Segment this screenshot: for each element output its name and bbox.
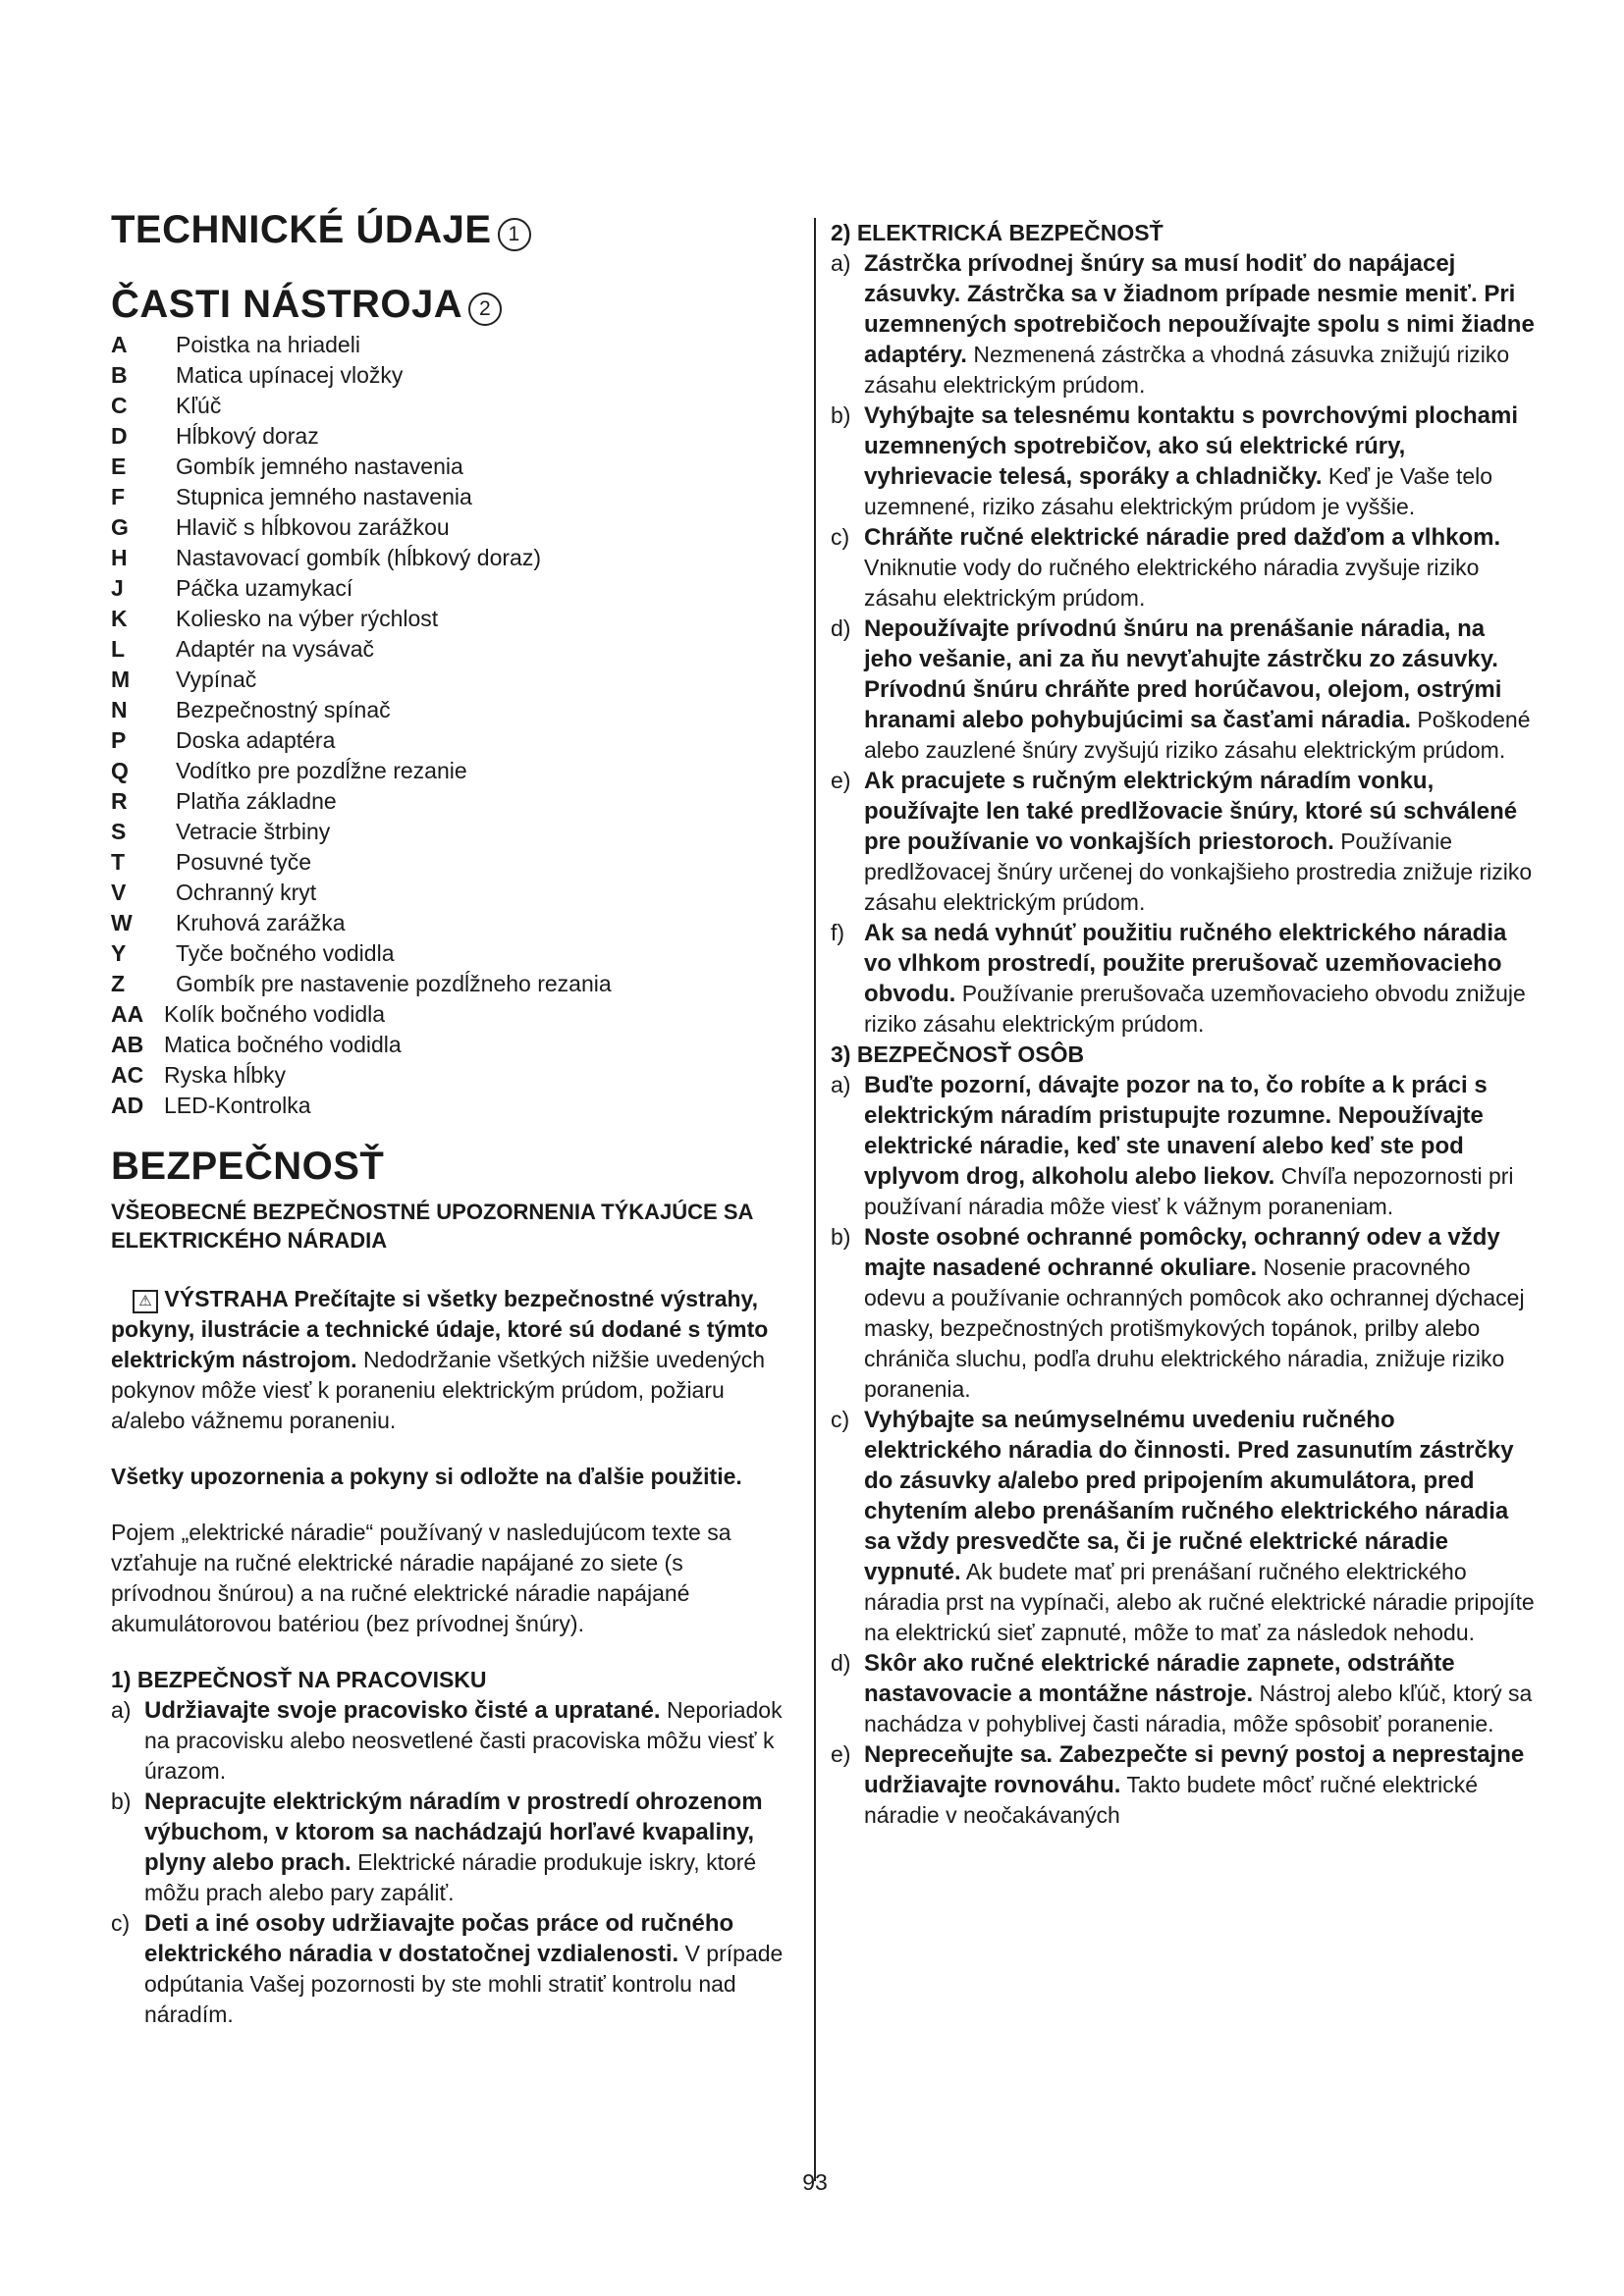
- part-label: Kolík bočného vodidla: [164, 1001, 386, 1027]
- part-code: B: [111, 362, 128, 388]
- part-label: LED-Kontrolka: [164, 1093, 311, 1118]
- item-bold: Udržiavajte svoje pracovisko čisté a upratané.: [144, 1697, 661, 1724]
- item-letter: e): [831, 768, 851, 793]
- part-label: Kruhová zarážka: [176, 910, 346, 935]
- item-bold: Ak pracujete s ručným elektrickým náradím vonku, používajte len také predlžovacie šnúry, ktoré sú schválené pre používanie vo vonkajších priestoroch.: [864, 768, 1518, 855]
- item-bold: Noste osobné ochranné pomôcky, ochranný odev a vždy majte nasadené ochranné okuliare.: [864, 1224, 1500, 1281]
- part-row: [111, 452, 788, 482]
- part-row: [111, 482, 788, 512]
- item-body: [864, 248, 1538, 400]
- item-bold: Buďte pozorní, dávajte pozor na to, čo robíte a k práci s elektrickým náradím pristupujte rozumne. Nepoužívajte elektrické náradie, keď ste unavení alebo keď ste pod vplyvom drog, alkoholu alebo liekov.: [864, 1072, 1488, 1190]
- part-code: R: [111, 788, 128, 814]
- part-code: AC: [111, 1062, 144, 1088]
- part-row: [111, 1091, 788, 1121]
- part-row: [111, 665, 788, 695]
- parts-list: [111, 330, 788, 1121]
- part-row: [111, 634, 788, 665]
- item-letter: e): [831, 1741, 851, 1767]
- keep-instructions-note: Všetky upozornenia a pokyny si odložte na ďalšie použitie.: [111, 1464, 742, 1489]
- item-bold: Nepreceňujte sa. Zabezpečte si pevný postoj a neprestajne udržiavajte rovnováhu.: [864, 1741, 1525, 1798]
- figure-ref-1: 1: [498, 218, 531, 251]
- part-code: AB: [111, 1032, 144, 1057]
- part-label: Gombík pre nastavenie pozdĺžneho rezania: [176, 971, 612, 996]
- part-row: [111, 938, 788, 969]
- part-code: C: [111, 393, 128, 418]
- part-code: F: [111, 484, 126, 509]
- part-label: Vodítko pre pozdĺžne rezanie: [176, 758, 467, 783]
- item-normal: Nástroj alebo kľúč, ktorý sa nachádza v pohyblivej časti náradia, môže spôsobiť poranenie.: [864, 1681, 1533, 1736]
- part-label: Kľúč: [176, 393, 222, 418]
- part-row: [111, 908, 788, 938]
- section-heading: 1) BEZPEČNOSŤ NA PRACOVISKU: [111, 1667, 487, 1692]
- safety-item: [111, 1695, 788, 1787]
- item-normal: Nosenie pracovného odevu a používanie ochranných pomôcok ako ochrannej dýchacej masky, bezpečnostných protišmykových topánok, prilby alebo chrániča sluchu, podľa druhu elektrického náradia, znižuje riziko poranenia.: [864, 1255, 1525, 1402]
- safety-item: [831, 400, 1538, 522]
- item-bold: Vyhýbajte sa neúmyselnému uvedeniu ručného elektrického náradia do činnosti. Pred zasunutím zástrčky do zásuvky a/alebo pred pripojením akumulátora, pred chytením alebo prenášaním ručného elektrického náradia sa vždy presvedčte sa, či je ručné elektrické náradie vypnuté.: [864, 1407, 1514, 1585]
- part-code: Y: [111, 940, 127, 966]
- item-letter: a): [831, 1072, 851, 1097]
- item-normal: Používanie predlžovacej šnúry určenej do vonkajšieho prostredia znižuje riziko zásahu elektrickým prúdom.: [864, 828, 1533, 915]
- part-row: [111, 786, 788, 817]
- item-normal: Vniknutie vody do ručného elektrického náradia zvyšuje riziko zásahu elektrickým prúdom.: [864, 555, 1480, 611]
- item-bold: Nepoužívajte prívodnú šnúru na prenášanie náradia, na jeho vešanie, ani za ňu nevyťahujte zástrčku zo zásuvky. Prívodnú šnúru chráňte pred horúčavou, olejom, ostrými hranami alebo pohybujúcimi sa časťami náradia.: [864, 615, 1502, 733]
- parts-heading-text: ČASTI NÁSTROJA: [111, 283, 463, 326]
- part-label: Adaptér na vysávač: [176, 636, 375, 662]
- part-label: Doska adaptéra: [176, 727, 336, 753]
- part-row: [111, 1060, 788, 1091]
- part-row: [111, 878, 788, 908]
- item-bold: Zástrčka prívodnej šnúry sa musí hodiť do napájacej zásuvky. Zástrčka sa v žiadnom prípade nesmie meniť. Pri uzemnených spotrebičoch nepoužívajte spolu s nimi žiadne adaptéry.: [864, 250, 1535, 368]
- part-code: Z: [111, 971, 126, 996]
- part-label: Hlavič s hĺbkovou zarážkou: [176, 514, 450, 540]
- part-code: E: [111, 454, 127, 479]
- figure-ref-2: 2: [468, 293, 502, 326]
- part-row: [111, 360, 788, 391]
- part-label: Platňa základne: [176, 788, 337, 814]
- item-normal: Keď je Vaše telo uzemnené, riziko zásahu elektrickým prúdom je vyššie.: [864, 463, 1493, 519]
- part-label: Matica upínacej vložky: [176, 362, 404, 388]
- part-code: D: [111, 423, 128, 449]
- part-code: Q: [111, 758, 129, 783]
- safety-item: [831, 1739, 1538, 1831]
- part-code: L: [111, 636, 126, 662]
- safety-item: [831, 766, 1538, 918]
- item-body: [864, 400, 1538, 522]
- safety-item: [831, 918, 1538, 1040]
- section-heading: 2) ELEKTRICKÁ BEZPEČNOSŤ: [831, 220, 1164, 245]
- part-label: Bezpečnostný spínač: [176, 697, 391, 722]
- part-row: [111, 817, 788, 847]
- part-code: T: [111, 849, 126, 875]
- item-normal: Ak budete mať pri prenášaní ručného elektrického náradia prst na vypínači, alebo ak ručné elektrické náradie pripojíte na elektrickú sieť zapnuté, môže to mať za následok nehodu.: [864, 1559, 1535, 1645]
- part-code: M: [111, 667, 131, 692]
- part-code: K: [111, 606, 128, 631]
- safety-heading: BEZPEČNOSŤ: [111, 1145, 385, 1188]
- part-code: P: [111, 727, 127, 753]
- item-body: [864, 1739, 1538, 1831]
- item-letter: d): [831, 1650, 851, 1676]
- item-letter: c): [111, 1910, 131, 1936]
- part-code: H: [111, 545, 128, 570]
- part-code: W: [111, 910, 133, 935]
- safety-item: [831, 1648, 1538, 1739]
- item-normal: Elektrické náradie produkuje iskry, ktoré môžu prach alebo pary zapáliť.: [144, 1849, 757, 1905]
- safety-item: [831, 248, 1538, 400]
- item-bold: Deti a iné osoby udržiavajte počas práce od ručného elektrického náradia v dostatočnej vzdialenosti.: [144, 1910, 734, 1967]
- part-label: Hĺbkový doraz: [176, 423, 319, 449]
- item-body: [864, 522, 1538, 614]
- item-body: [864, 1222, 1538, 1405]
- part-code: G: [111, 514, 129, 540]
- part-label: Matica bočného vodidla: [164, 1032, 402, 1057]
- item-normal: Nezmenená zástrčka a vhodná zásuvka znižujú riziko zásahu elektrickým prúdom.: [864, 342, 1510, 398]
- safety-item: [831, 522, 1538, 614]
- item-normal: Chvíľa nepozornosti pri používaní náradia môže viesť k vážnym poraneniam.: [864, 1163, 1514, 1219]
- item-normal: Používanie prerušovača uzemňovacieho obvodu znižuje riziko zásahu elektrickým prúdom.: [864, 981, 1526, 1037]
- item-letter: c): [831, 524, 850, 550]
- part-row: [111, 969, 788, 999]
- item-letter: b): [831, 402, 851, 428]
- item-bold: Chráňte ručné elektrické náradie pred dažďom a vlhkom.: [864, 524, 1501, 551]
- term-definition-note: Pojem „elektrické náradie“ používaný v nasledujúcom texte sa vzťahuje na ručné elektrické náradie napájané zo siete (s prívodnou šnúrou) a na ručné elektrické náradie napájané akumulátorovou batériou (bez prívodnej šnúry).: [111, 1520, 731, 1636]
- tech-heading: [111, 206, 788, 253]
- part-row: [111, 330, 788, 360]
- parts-heading: [111, 281, 788, 328]
- part-code: V: [111, 880, 127, 905]
- part-row: [111, 421, 788, 452]
- part-row: [111, 1030, 788, 1060]
- part-code: A: [111, 332, 128, 357]
- part-code: AA: [111, 1001, 144, 1027]
- part-label: Tyče bočného vodidla: [176, 940, 395, 966]
- section-heading: 3) BEZPEČNOSŤ OSÔB: [831, 1041, 1085, 1067]
- item-body: [144, 1908, 788, 2030]
- part-row: [111, 847, 788, 878]
- part-label: Ryska hĺbky: [164, 1062, 286, 1088]
- item-letter: f): [831, 920, 845, 945]
- column-divider: [814, 218, 816, 2181]
- item-bold: Ak sa nedá vyhnúť použitiu ručného elektrického náradia vo vlhkom prostredí, použite prerušovač uzemňovacieho obvodu.: [864, 920, 1507, 1007]
- part-label: Posuvné tyče: [176, 849, 312, 875]
- part-row: [111, 573, 788, 604]
- item-body: [864, 1070, 1538, 1222]
- part-label: Vypínač: [176, 667, 257, 692]
- part-label: Páčka uzamykací: [176, 575, 353, 601]
- page-number: 93: [802, 2169, 828, 2195]
- safety-item: [831, 1070, 1538, 1222]
- warning-paragraph: [111, 1284, 788, 1436]
- warning-bold-text: VÝSTRAHA Prečítajte si všetky bezpečnostné výstrahy, pokyny, ilustrácie a technické údaje, ktoré sú dodané s týmto elektrickým nástrojom.: [111, 1286, 769, 1372]
- item-normal: Takto budete môcť ručné elektrické náradie v neočakávaných: [864, 1772, 1479, 1828]
- part-row: [111, 756, 788, 786]
- item-body: [864, 766, 1538, 918]
- part-row: [111, 512, 788, 543]
- part-label: Ochranný kryt: [176, 880, 317, 905]
- item-body: [144, 1787, 788, 1908]
- safety-item: [831, 614, 1538, 766]
- item-body: [864, 614, 1538, 766]
- item-body: [144, 1695, 788, 1787]
- left-column: [111, 206, 788, 2030]
- item-body: [864, 918, 1538, 1040]
- item-letter: c): [831, 1407, 850, 1432]
- part-label: Poistka na hriadeli: [176, 332, 360, 357]
- tech-heading-text: TECHNICKÉ ÚDAJE: [111, 208, 492, 251]
- part-label: Gombík jemného nastavenia: [176, 454, 463, 479]
- item-letter: b): [831, 1224, 851, 1250]
- part-code: S: [111, 819, 127, 844]
- item-body: [864, 1648, 1538, 1739]
- item-bold: Skôr ako ručné elektrické náradie zapnete, odstráňte nastavovacie a montážne nástroje.: [864, 1650, 1455, 1707]
- part-row: [111, 999, 788, 1030]
- safety-item: [111, 1908, 788, 2030]
- part-row: [111, 725, 788, 756]
- part-row: [111, 391, 788, 421]
- safety-item: [831, 1405, 1538, 1648]
- part-label: Stupnica jemného nastavenia: [176, 484, 472, 509]
- warning-normal-text: Nedodržanie všetkých nižšie uvedených pokynov môže viesť k poraneniu elektrickým prúdom, požiaru a/alebo vážnemu poraneniu.: [111, 1347, 766, 1433]
- item-bold: Vyhýbajte sa telesnému kontaktu s povrchovými plochami uzemnených spotrebičov, ako sú elektrické rúry, vyhrievacie telesá, sporáky a chladničky.: [864, 402, 1518, 490]
- warning-icon: ⚠: [133, 1290, 158, 1313]
- item-letter: a): [111, 1697, 132, 1723]
- item-bold: Nepracujte elektrickým náradím v prostredí ohrozenom výbuchom, v ktorom sa nachádzajú horľavé kvapaliny, plyny alebo prach.: [144, 1789, 763, 1876]
- part-label: Vetracie štrbiny: [176, 819, 331, 844]
- item-letter: a): [831, 250, 851, 276]
- item-letter: b): [111, 1789, 132, 1814]
- safety-item: [831, 1222, 1538, 1405]
- part-row: [111, 695, 788, 725]
- item-letter: d): [831, 615, 851, 641]
- item-normal: V prípade odpútania Vašej pozornosti by ste mohli stratiť kontrolu nad náradím.: [144, 1941, 784, 2027]
- item-normal: Poškodené alebo zauzlené šnúry zvyšujú riziko zásahu elektrickým prúdom.: [864, 707, 1531, 763]
- general-warnings-heading: VŠEOBECNÉ BEZPEČNOSTNÉ UPOZORNENIA TÝKAJÚCE SA ELEKTRICKÉHO NÁRADIA: [111, 1200, 753, 1253]
- part-row: [111, 604, 788, 634]
- item-normal: Neporiadok na pracovisku alebo neosvetlené časti pracoviska môžu viesť k úrazom.: [144, 1697, 783, 1784]
- part-label: Nastavovací gombík (hĺbkový doraz): [176, 545, 541, 570]
- part-code: N: [111, 697, 128, 722]
- safety-item: [111, 1787, 788, 1908]
- item-body: [864, 1405, 1538, 1648]
- part-row: [111, 543, 788, 573]
- part-code: AD: [111, 1093, 144, 1118]
- part-label: Koliesko na výber rýchlost: [176, 606, 439, 631]
- part-code: J: [111, 575, 124, 601]
- right-column: [831, 218, 1538, 1831]
